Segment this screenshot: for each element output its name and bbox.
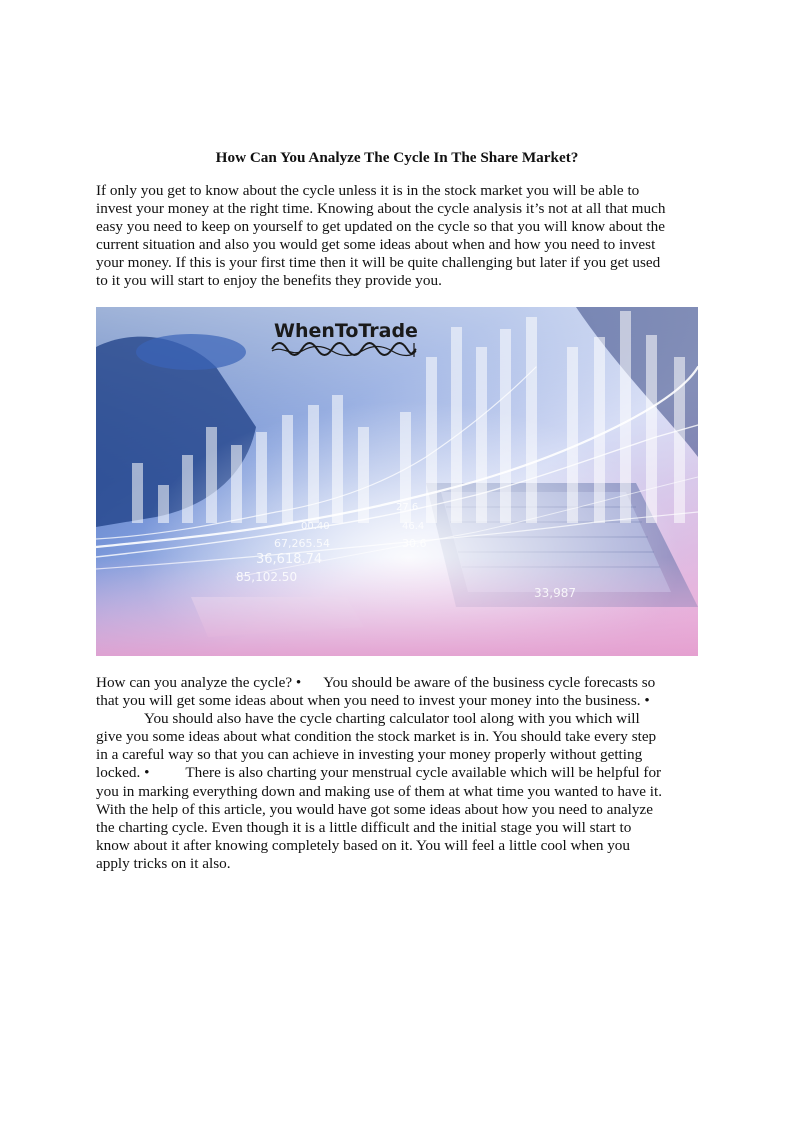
screen-number: 85,102.50 [236, 570, 298, 584]
body-line: the charting cycle. Even though it is a little difficult and the initial stage you will start to [96, 818, 632, 836]
screen-number: 36,618.74 [256, 552, 323, 567]
screen-number: 46.4 [402, 521, 425, 532]
screen-number: 27.6 [396, 502, 419, 513]
body-line: give you some ideas about what condition the stock market is in. You should take every step [96, 728, 657, 746]
body-text-segment: How can you analyze the cycle? • [96, 674, 302, 691]
body-text-segment: There is also charting your menstrual cycle available which will be helpful for [185, 764, 662, 782]
screen-number: 30.6 [402, 537, 427, 550]
body-text-segment: locked. • [96, 764, 150, 782]
body-line: apply tricks on it also. [96, 854, 231, 872]
body-text-segment: You should be aware of the business cycle forecasts so [323, 674, 656, 691]
body-line [96, 674, 698, 692]
intro-line: current situation and also you would get some ideas about when and how you need to invest [96, 236, 656, 254]
logo-text: WhenToTrade [274, 320, 418, 342]
intro-line: invest your money at the right time. Knowing about the cycle analysis it’s not at all that much [96, 200, 666, 218]
body-text-segment: You should also have the cycle charting calculator tool along with you which will [144, 710, 640, 728]
screen-number: 67,265.54 [274, 537, 330, 550]
screen-number: 33,987 [534, 586, 576, 600]
screen-number: 00.40 [301, 521, 330, 532]
body-paragraph [96, 674, 698, 873]
body-line: know about it after knowing completely based on it. You will feel a little cool when you [96, 836, 630, 854]
hero-image-stock-chart [96, 307, 698, 656]
intro-line: easy you need to keep on yourself to get updated on the cycle so that you will know about the [96, 218, 665, 236]
body-line: that you will get some ideas about when you need to invest your money into the business. • [96, 692, 650, 710]
body-line [96, 710, 698, 728]
page-title: How Can You Analyze The Cycle In The Share Market? [215, 149, 579, 166]
intro-line: to it you will start to enjoy the benefits they provide you. [96, 272, 442, 290]
intro-paragraph [96, 182, 698, 291]
intro-line: your money. If this is your first time then it will be quite challenging but later if you get used [96, 254, 661, 272]
intro-line: If only you get to know about the cycle unless it is in the stock market you will be able to [96, 182, 640, 199]
body-line: in a careful way so that you can achieve in investing your money properly without getting [96, 746, 643, 764]
body-line [96, 764, 698, 782]
body-line: you in marking everything down and making use of them at what time you wanted to have it. [96, 782, 663, 800]
body-line: With the help of this article, you would have got some ideas about how you need to analyze [96, 800, 653, 818]
